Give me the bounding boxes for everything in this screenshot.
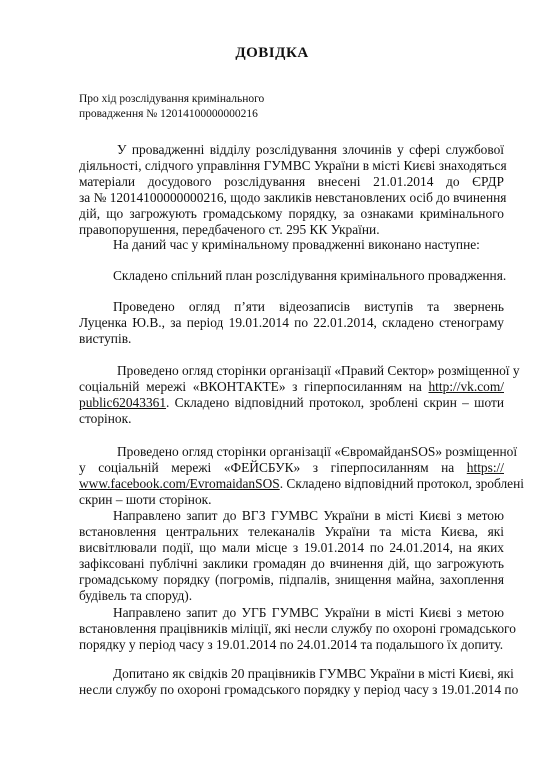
- paragraph-line: висвітлювали події, що мали місце з 19.01.2014 по 24.01.2014, на яких: [79, 540, 504, 555]
- hyperlink-text: https://: [466, 460, 504, 475]
- paragraph-vgz-request: [79, 508, 504, 604]
- paragraph-line: матеріали досудового розслідування внесені 21.01.2014 до ЄРДР: [79, 174, 504, 189]
- hyperlink-text: http://vk.com/: [428, 379, 504, 394]
- paragraph-vk-review: [79, 363, 520, 427]
- paragraph-status: [79, 237, 504, 253]
- document-subject: [79, 92, 264, 122]
- paragraph-facebook-review: [79, 444, 524, 508]
- paragraph-line: зафіксовані публічні заклики громадян до вчинення дій, що загрожують: [79, 556, 504, 571]
- paragraph-line: Проведено огляд сторінки організації «ЄвромайданSOS» розміщенної: [117, 444, 518, 459]
- paragraph-line: виступів.: [79, 331, 132, 346]
- paragraph-line: Направлено запит до ВГЗ ГУМВС України в місті Києві з метою: [113, 508, 504, 523]
- paragraph-line: правопорушення, передбаченого ст. 295 КК України.: [79, 222, 380, 237]
- hyperlink-text: public62043361: [79, 395, 167, 410]
- paragraph-video-review: [79, 299, 504, 347]
- paragraph-line: встановлення центральних телеканалів України та міста Києва, які: [79, 524, 504, 539]
- paragraph-line: порядку у період часу з 19.01.2014 по 24.01.2014 та подальшого їх допиту.: [79, 637, 504, 652]
- paragraph-line: Проведено огляд сторінки організації «Правий Сектор» розміщенної у: [117, 363, 520, 378]
- paragraph-line: У провадженні відділу розслідування злочинів у сфері службової: [117, 142, 504, 157]
- paragraph-line: скрин – шоти сторінок.: [79, 492, 212, 507]
- subject-line: провадження № 12014100000000216: [79, 108, 258, 120]
- paragraph-line: Луценка Ю.В., за період 19.01.2014 по 22.01.2014, складено стенограму: [79, 315, 504, 330]
- paragraph-ugb-request: [79, 605, 516, 653]
- paragraph-plan: [79, 268, 507, 284]
- paragraph-line: Допитано як свідків 20 працівників ГУМВС України в місті Києві, які: [113, 666, 514, 681]
- paragraph-line: сторінок.: [79, 411, 132, 426]
- paragraph-line: дій, що загрожують громадському порядку, за ознаками кримінального: [79, 206, 504, 221]
- hyperlink-text: www.facebook.com/EvromaidanSOS: [79, 476, 280, 491]
- paragraph-line: діяльності, слідчого управління ГУМВС України в місті Києві знаходяться: [79, 158, 507, 173]
- paragraph-line: На даний час у кримінальному провадженні виконано наступне:: [113, 237, 480, 252]
- paragraph-line: у соціальній мережі «ФЕЙСБУК» з гіперпосиланням на https://: [79, 460, 504, 475]
- subject-line: Про хід розслідування кримінального: [79, 93, 265, 105]
- paragraph-line: Складено спільний план розслідування кримінального провадження.: [113, 268, 507, 283]
- paragraph-line: за № 12014100000000216, щодо закликів невстановлених осіб до вчинення: [79, 190, 507, 205]
- paragraph-line: будівель та споруд).: [79, 588, 193, 603]
- paragraph-investigation-intro: [79, 142, 507, 238]
- paragraph-line: громадському порядку (погромів, підпалів, знищення майна, захоплення: [79, 572, 504, 587]
- paragraph-witness-interviews: [79, 666, 519, 698]
- paragraph-line: public62043361. Складено відповідний протокол, зроблені скрин – шоти: [79, 395, 504, 410]
- paragraph-line: соціальній мережі «ВКОНТАКТЕ» з гіперпосиланням на http://vk.com/: [79, 379, 504, 394]
- paragraph-line: несли службу по охороні громадського порядку у період часу з 19.01.2014 по: [79, 682, 519, 697]
- paragraph-line: встановлення працівників міліції, які несли службу по охороні громадського: [79, 621, 516, 636]
- paragraph-line: www.facebook.com/EvromaidanSOS. Складено відповідний протокол, зроблені: [79, 476, 524, 491]
- paragraph-line: Направлено запит до УГБ ГУМВС України в місті Києві з метою: [113, 605, 504, 620]
- document-title: ДОВІДКА: [235, 45, 309, 61]
- paragraph-line: Проведено огляд п’яти відеозаписів виступів та звернень: [113, 299, 504, 314]
